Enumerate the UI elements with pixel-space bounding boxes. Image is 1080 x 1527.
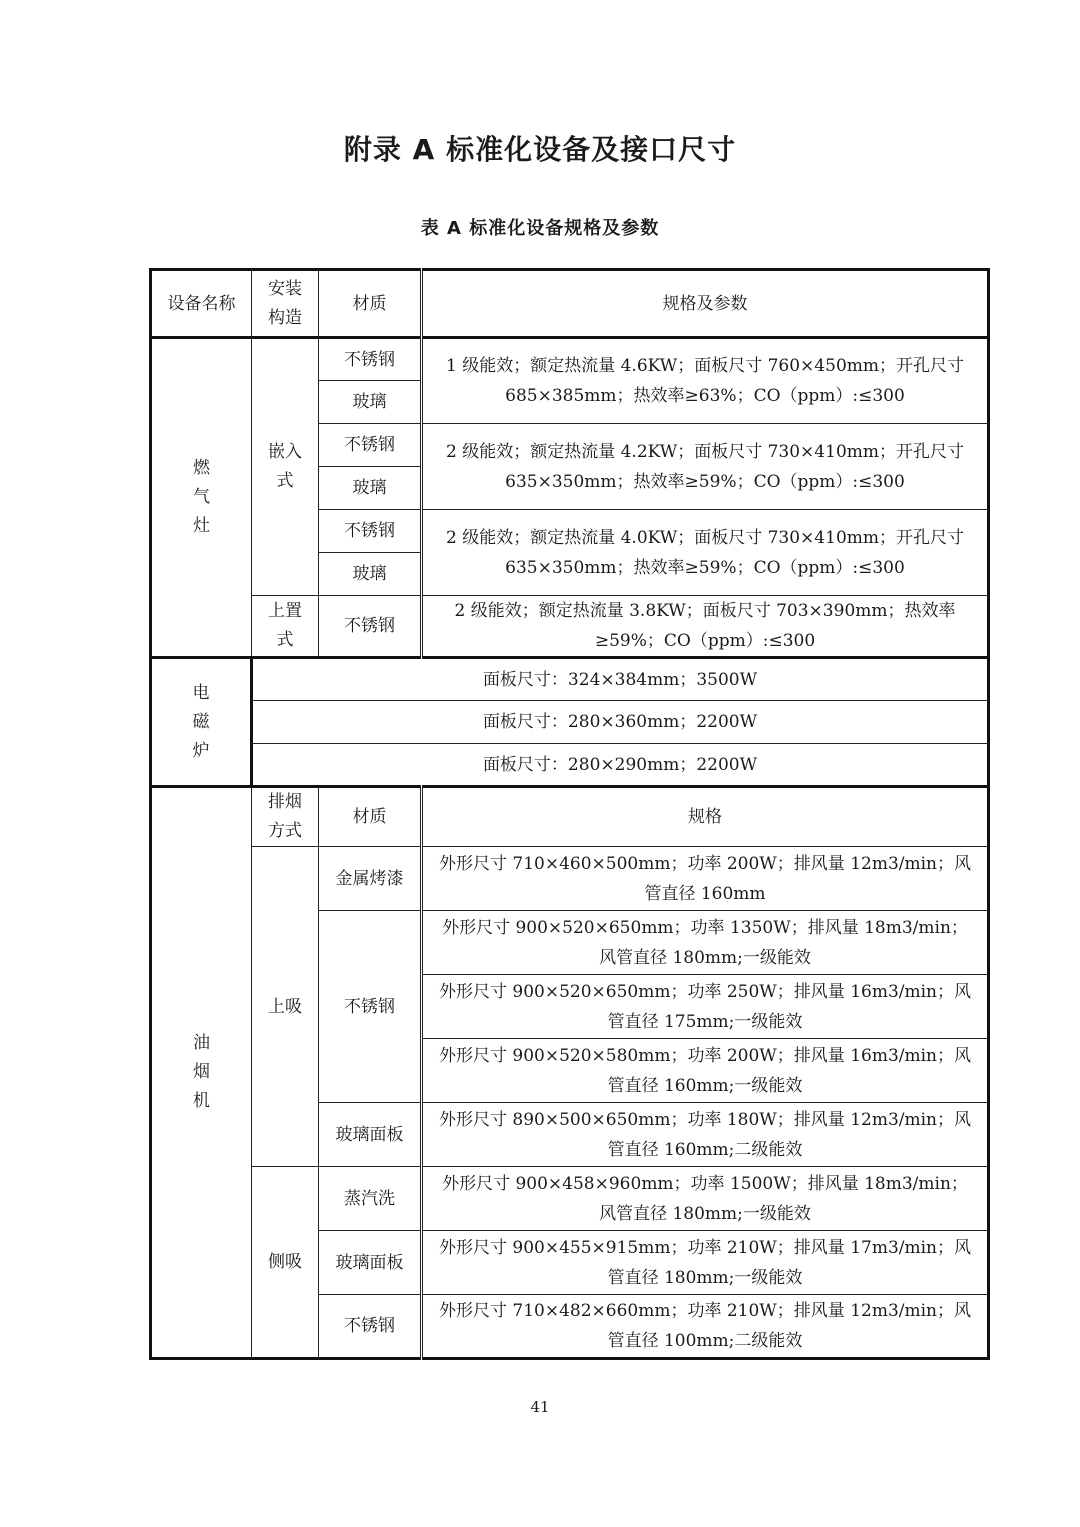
table-caption: 表 A 标准化设备规格及参数 [420, 218, 660, 239]
table-row [151, 658, 989, 701]
material-cell: 蒸汽洗 [319, 1167, 422, 1231]
table-row [151, 1167, 989, 1231]
table-row [151, 338, 989, 381]
install-embedded: 嵌入式 [252, 338, 319, 596]
page-title: 附录 A 标准化设备及接口尺寸 [343, 133, 737, 166]
table-row [151, 701, 989, 744]
material-cell: 不锈钢 [319, 911, 422, 1103]
spec-cell: 外形尺寸 900×520×650mm；功率 250W；排风量 16m3/min；风管直径 175mm;一级能效 [422, 975, 989, 1039]
material-cell: 不锈钢 [319, 1295, 422, 1359]
hood-name: 油烟机 [151, 787, 252, 1359]
material-cell: 玻璃 [319, 381, 422, 424]
spec-cell: 外形尺寸 900×455×915mm；功率 210W；排风量 17m3/min；风管直径 180mm;一级能效 [422, 1231, 989, 1295]
gas-stove-name: 燃气灶 [151, 338, 252, 658]
install-top-mount: 上置式 [252, 596, 319, 658]
header-spec: 规格 [422, 787, 989, 847]
header-device-name: 设备名称 [151, 270, 252, 338]
material-cell: 不锈钢 [319, 510, 422, 553]
exhaust-side: 侧吸 [252, 1167, 319, 1359]
exhaust-top: 上吸 [252, 847, 319, 1167]
material-cell: 玻璃面板 [319, 1103, 422, 1167]
spec-cell: 外形尺寸 710×460×500mm；功率 200W；排风量 12m3/min；风管直径 160mm [422, 847, 989, 911]
table-row [151, 596, 989, 658]
spec-cell: 外形尺寸 710×482×660mm；功率 210W；排风量 12m3/min；风管直径 100mm;二级能效 [422, 1295, 989, 1359]
spec-cell: 外形尺寸 900×520×580mm；功率 200W；排风量 16m3/min；风管直径 160mm;一级能效 [422, 1039, 989, 1103]
spec-table [149, 268, 990, 1360]
spec-cell: 外形尺寸 900×520×650mm；功率 1350W；排风量 18m3/min；风管直径 180mm;一级能效 [422, 911, 989, 975]
table-subheader-row [151, 787, 989, 847]
table-row [151, 847, 989, 911]
table-header-row [151, 270, 989, 338]
header-spec: 规格及参数 [422, 270, 989, 338]
spec-cell: 外形尺寸 890×500×650mm；功率 180W；排风量 12m3/min；风管直径 160mm;二级能效 [422, 1103, 989, 1167]
material-cell: 不锈钢 [319, 424, 422, 467]
table-row [151, 744, 989, 787]
spec-cell: 面板尺寸：280×360mm；2200W [252, 701, 989, 744]
material-cell: 不锈钢 [319, 338, 422, 381]
page-number: 41 [530, 1398, 550, 1416]
material-cell: 玻璃 [319, 553, 422, 596]
spec-cell: 2 级能效；额定热流量 3.8KW；面板尺寸 703×390mm；热效率≥59%；CO（ppm）:≤300 [422, 596, 989, 658]
material-cell: 金属烤漆 [319, 847, 422, 911]
spec-cell: 面板尺寸：324×384mm；3500W [252, 658, 989, 701]
spec-cell: 外形尺寸 900×458×960mm；功率 1500W；排风量 18m3/min；风管直径 180mm;一级能效 [422, 1167, 989, 1231]
header-install: 安装构造 [252, 270, 319, 338]
material-cell: 玻璃面板 [319, 1231, 422, 1295]
spec-cell: 2 级能效；额定热流量 4.2KW；面板尺寸 730×410mm；开孔尺寸 635×350mm；热效率≥59%；CO（ppm）:≤300 [422, 424, 989, 510]
material-cell: 不锈钢 [319, 596, 422, 658]
spec-cell: 1 级能效；额定热流量 4.6KW；面板尺寸 760×450mm；开孔尺寸 685×385mm；热效率≥63%；CO（ppm）:≤300 [422, 338, 989, 424]
spec-cell: 面板尺寸：280×290mm；2200W [252, 744, 989, 787]
header-exhaust: 排烟方式 [252, 787, 319, 847]
induction-name: 电磁炉 [151, 658, 252, 787]
header-material: 材质 [319, 787, 422, 847]
material-cell: 玻璃 [319, 467, 422, 510]
spec-cell: 2 级能效；额定热流量 4.0KW；面板尺寸 730×410mm；开孔尺寸 635×350mm；热效率≥59%；CO（ppm）:≤300 [422, 510, 989, 596]
header-material: 材质 [319, 270, 422, 338]
